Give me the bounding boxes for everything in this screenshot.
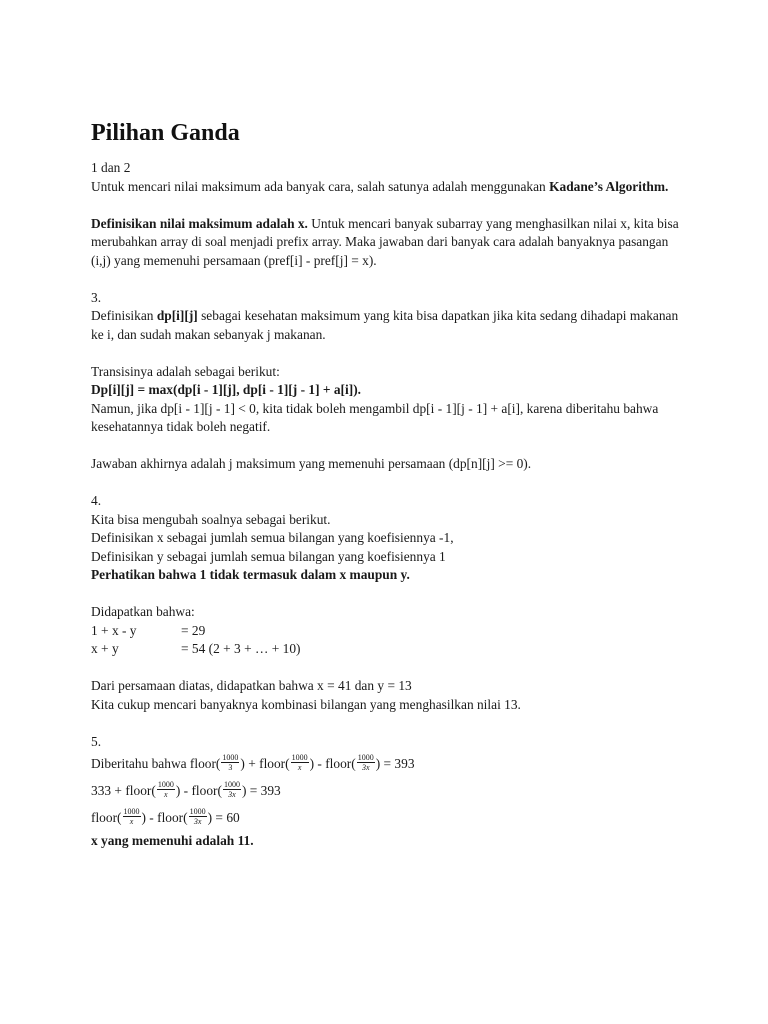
transition-intro: Transisinya adalah sebagai berikut:: [91, 363, 280, 379]
section-label-4: 4.: [91, 493, 102, 508]
line-4-4: Perhatikan bahwa 1 tidak termasuk dalam x maupun y.: [91, 567, 410, 582]
paragraph-prefix: Definisikan nilai maksimum adalah x. Untuk mencari banyak subarray yang menghasilkan nilai x, kita bisa merubahkan array di soal menjadi prefix array. Maka jawaban dari banyak cara adalah banyaknya pasangan (i,j) yang memenuhi persamaan (pref[i] - pref[j] = x).: [91, 215, 679, 268]
didapatkan-label: Didapatkan bahwa:: [91, 604, 195, 619]
math-line-3: floor( $\frac{1000}{x}$ ) - floor( $\frac{1000}{3x}$ ) = 60: [91, 807, 240, 826]
section-label-3: 3.: [91, 289, 102, 305]
line-4-2: Definisikan x sebagai jumlah semua bilangan yang koefisiennya -1,: [91, 530, 454, 545]
fraction: $\frac{1000}{3x}$: [223, 780, 240, 799]
math-line-2: 333 + floor( $\frac{1000}{x}$ ) - floor( $\frac{1000}{3x}$ ) = 393: [91, 780, 281, 799]
document-body: [91, 118, 691, 851]
page-title: Pilihan Ganda: [91, 120, 240, 146]
section-label-1-2: 1 dan 2: [91, 160, 131, 175]
result-4-2: Kita cukup mencari banyaknya kombinasi bilangan yang menghasilkan nilai 13.: [91, 696, 521, 712]
fraction: $\frac{1000}{3}$: [222, 753, 239, 772]
section-label-5: 5.: [91, 733, 102, 749]
line-4-3: Definisikan y sebagai jumlah semua bilangan yang koefisiennya 1: [91, 548, 446, 564]
paragraph-kadane: Untuk mencari nilai maksimum ada banyak cara, salah satunya adalah menggunakan Kadane’s Algorithm.: [91, 178, 669, 194]
result-4-1: Dari persamaan diatas, didapatkan bahwa x = 41 dan y = 13: [91, 678, 412, 693]
fraction: $\frac{1000}{x}$: [123, 807, 140, 826]
fraction: $\frac{1000}{3x}$: [357, 753, 374, 772]
fraction: $\frac{1000}{x}$: [157, 780, 174, 799]
final-answer-3: Jawaban akhirnya adalah j maksimum yang memenuhi persamaan (dp[n][j] >= 0).: [91, 456, 532, 471]
transition-formula: Dp[i][j] = max(dp[i - 1][j], dp[i - 1][j - 1] + a[i]).: [91, 382, 361, 397]
fraction: $\frac{1000}{3x}$: [189, 807, 206, 826]
equation-2: x + y = 54 (2 + 3 + … + 10): [91, 641, 301, 656]
equation-1: 1 + x - y = 29: [91, 622, 206, 638]
conclusion-5: x yang memenuhi adalah 11.: [91, 833, 254, 848]
paragraph-dp-def: Definisikan dp[i][j] sebagai kesehatan maksimum yang kita bisa dapatkan jika kita sedang dihadapi makanan ke i, dan sudah makan sebanyak j makanan.: [91, 308, 679, 342]
fraction: $\frac{1000}{x}$: [291, 753, 308, 772]
transition-note: Namun, jika dp[i - 1][j - 1] < 0, kita tidak boleh mengambil dp[i - 1][j - 1] + a[i], karena diberitahu bahwa kesehatannya tidak boleh negatif.: [91, 400, 659, 434]
math-line-1: Diberitahu bahwa floor( $\frac{1000}{3}$ ) + floor( $\frac{1000}{x}$ ) - floor( $\frac{1000}{3x}$ ) = 393: [91, 753, 415, 772]
line-4-1: Kita bisa mengubah soalnya sebagai berikut.: [91, 511, 331, 527]
